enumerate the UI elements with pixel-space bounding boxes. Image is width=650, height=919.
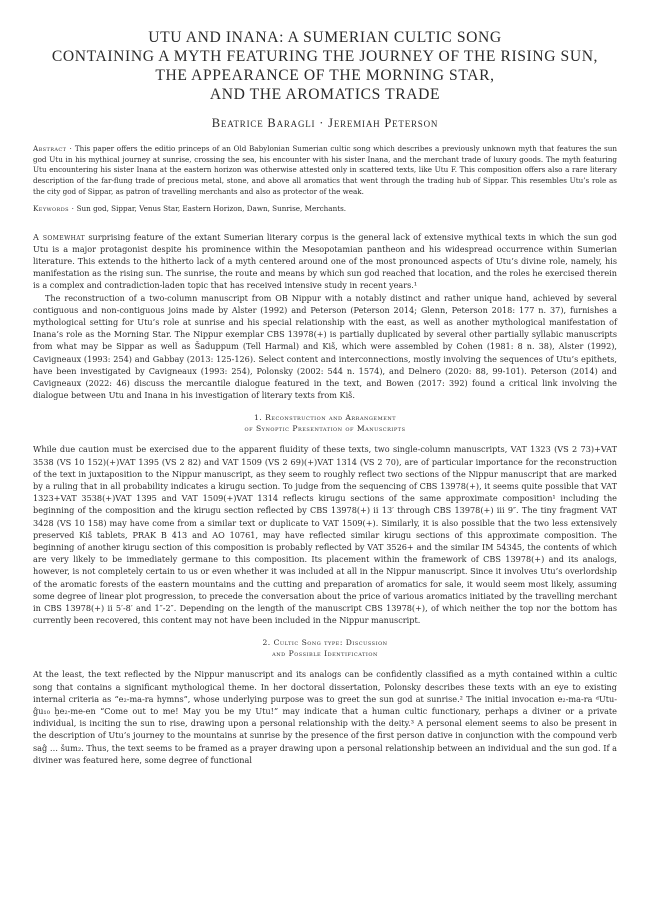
keywords-text: Sun god, Sippar, Venus Star, Eastern Horizon, Dawn, Sunrise, Merchants. [74, 203, 347, 213]
section-1-heading [33, 413, 617, 434]
paper-page [33, 28, 617, 766]
keywords [33, 204, 617, 214]
abstract [33, 144, 617, 198]
paper-title [33, 28, 617, 104]
keywords-label: Keywords · [33, 203, 75, 213]
title-line-4: AND THE AROMATICS TRADE [209, 86, 441, 103]
title-line-1: UTU AND INANA: A SUMERIAN CULTIC SONG [148, 29, 502, 46]
title-line-3: THE APPEARANCE OF THE MORNING STAR, [155, 67, 495, 84]
section-1-heading-line-1: 1. Reconstruction and Arrangement [253, 413, 397, 423]
section-1-paragraph: While due caution must be exercised due to the apparent fluidity of these texts, two single-column manuscripts, VAT 1323 (VS 2 73)+VAT 3538 (VS 10 152)(+)VAT 1395 (VS 2 82) and VAT 1509 (VS 2 69)(+)VAT 1314 (VS 2 70), are of particular importance for the reconstruction of the text in juxtaposition to the Nippur manuscript, as they seem to roughly reflect two sections of the Nippur manuscript that are marked by a ruling that in all probability indicates a kirugu section. To judge from the sequencing of CBS 13978(+), it seems quite possible that VAT 1323+VAT 3538(+)VAT 1395 and VAT 1509(+)VAT 1314 reflects kirugu sections of the same approximate composition¹ including the beginning of the composition and the kirugu section reflected by CBS 13978(+) ii 13′ through CBS 13978(+) iii 9″. The tiny fragment VAT 3428 (VS 10 158) may have come from a similar text or duplicate to VAT 1509(+). Similarly, it is also possible that the two less extensively preserved Kiš tablets, PRAK B 413 and AO 10761, may have reflected similar kirugu sections of this approximate composition. The beginning of another kirugu section of this composition is probably reflected by VAT 3526+ and the similar IM 54345, the contents of which are very likely to be immediately germane to this composition. Its placement within the framework of CBS 13978(+) and its analogs, however, is not completely certain to us or even whether it was included at all in the Nippur manuscript. Since it involves Utu’s overlordship of the aromatic forests of the eastern mountains and the cutting and preparation of aromatics for sale, it would seem most likely, assuming some degree of linear plot progression, to precede the conversation about the price of various aromatics initiated by the travelling merchant in CBS 13978(+) ii 5′-8′ and 1″-2″. Depending on the length of the manuscript CBS 13978(+), of which neither the top nor the bottom has currently been recovered, this content may not have been included in the Nippur manuscript. [33, 444, 617, 626]
abstract-label: Abstract · [33, 144, 73, 153]
title-line-2: CONTAINING A MYTH FEATURING THE JOURNEY OF THE RISING SUN, [51, 48, 599, 65]
authors: Beatrice Baragli · Jeremiah Peterson [211, 116, 439, 130]
intro-paragraph-1 [33, 231, 617, 292]
section-1-heading-line-2: of Synoptic Presentation of Manuscripts [244, 423, 406, 433]
intro-p1-text: surprising feature of the extant Sumerian literary corpus is the general lack of extensive mythical texts in which the sun god Utu is a major protagonist despite his prominence within the Mesopotamian pantheon and his widespread occurrence within Sumerian literature. This extends to the hitherto lack of a myth centered around one of the most pronounced aspects of Utu’s divine role, namely, his manifestation as the rising sun. The sunrise, the route and means by which sun god reached that location, and the roles he exercised therein is a complex and contradiction-laden topic that has received intensive study in recent years.¹ [33, 231, 617, 291]
section-2-heading-line-1: 2. Cultic Song type: Discussion [262, 638, 388, 648]
section-2-heading [33, 638, 617, 659]
article-body [33, 231, 617, 767]
intro-lead: A somewhat [33, 231, 86, 242]
section-2-paragraph: At the least, the text reflected by the Nippur manuscript and its analogs can be confidently classified as a myth contained within a cultic song that contains a significant mythological theme. In her doctoral dissertation, Polonsky describes these texts with an eye to existing internal criteria as “e₂-ma-ra hymns”, whose underlying purpose was to greet the sun god at sunrise.² The initial invocation e₂-ma-ra ᵈUtu-ĝu₁₀ ḫe₂-me-en “Come out to me! May you be my Utu!” may indicate that a human cultic functionary, perhaps a diviner or a private individual, is inciting the sun to rise, drawing upon a personal relationship with the deity.³ A personal element seems to also be present in the description of Utu’s journey to the mountains at sunrise by the presence of the first person dative in conjunction with the compound verb saĝ … šum₂. Thus, the text seems to be framed as a prayer drawing upon a personal relationship between an individual and the sun god. If a diviner was featured here, some degree of functional [33, 669, 617, 765]
section-2-heading-line-2: and Possible Identification [272, 648, 378, 658]
intro-paragraph-2: The reconstruction of a two-column manuscript from OB Nippur with a notably distinct and rather unique hand, achieved by several contiguous and non-contiguous joins made by Alster (1992) and Peterson (Peterson 2014; Glenn, Peterson 2018: 177 n. 37), furnishes a mythological setting for Utu’s role at sunrise and his special relationship with the east, as well as another mythological manifestation of Inana’s role as the Morning Star. The Nippur exemplar CBS 13978(+) is partially duplicated by several other partially syllabic manuscripts from what may be Sippar as well as Šaduppum (Tell Harmal) and Kiš, which were assembled by Cohen (1981: 8 n. 38), Alster (1992), Cavigneaux (1993: 254) and Gabbay (2013: 125-126). Select content and interconnections, mostly involving the sequences of Utu’s epithets, have been investigated by Cavigneaux (1993: 254), Polonsky (2002: 544 n. 1574), and Delnero (2020: 88, 99-101). Peterson (2014) and Cavigneaux (2022: 46) discuss the mercantile dialogue featured in the text, and Bowen (2017: 392) found a critical link involving the dialogue between Utu and Inana in his investigation of literary texts from Kiš. [33, 292, 617, 401]
abstract-text: This paper offers the editio princeps of an Old Babylonian Sumerian cultic song which describes a previously unknown myth that features the sun god Utu in his mythical journey at sunrise, crossing the sea, his encounter with his sister Inana, and the merchant trade of luxury goods. The myth featuring Utu encountering his sister Inana at the eastern horizon was otherwise attested only in scattered texts, like Utu F. This composition offers also a rare literary description of the far-flung trade of precious metal, stone, and above all aromatics that went through the trading hub of Sippar. This resembles Utu’s role as the city god of Sippar, as patron of travelling merchants and also as protector of the weak. [33, 144, 618, 196]
